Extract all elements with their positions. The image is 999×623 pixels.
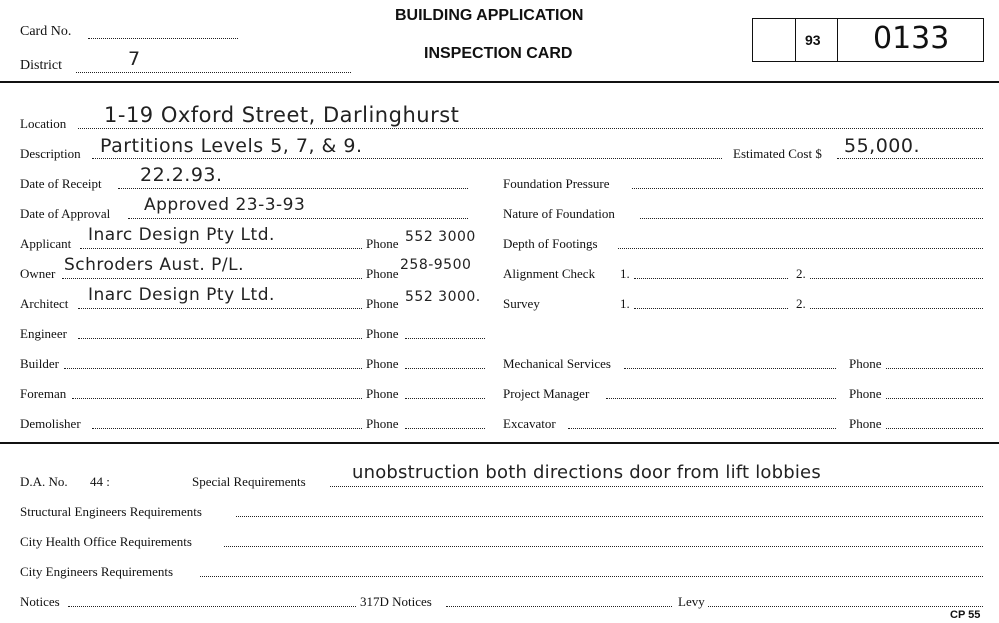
form-code: CP 55	[950, 609, 981, 621]
project-manager-phone-label: Phone	[849, 386, 882, 401]
notices-label: Notices	[20, 594, 60, 609]
foreman-field[interactable]	[72, 398, 362, 399]
builder-phone-field[interactable]	[405, 368, 485, 369]
section-divider	[0, 442, 999, 444]
demolisher-label: Demolisher	[20, 416, 81, 431]
applicant-label: Applicant	[20, 236, 72, 251]
title-line2: INSPECTION CARD	[424, 45, 573, 62]
survey-opt1-field[interactable]	[634, 308, 788, 309]
nature-foundation-label: Nature of Foundation	[503, 206, 615, 221]
card-no-field[interactable]	[88, 38, 238, 39]
survey-opt2-label: 2.	[796, 296, 806, 311]
alignment-opt1-label: 1.	[620, 266, 630, 281]
builder-field[interactable]	[64, 368, 362, 369]
mechanical-phone-field[interactable]	[886, 368, 983, 369]
date-approval-value: Approved 23-3-93	[144, 195, 306, 215]
structural-requirements-field[interactable]	[236, 516, 983, 517]
demolisher-phone-label: Phone	[366, 416, 399, 431]
date-receipt-label: Date of Receipt	[20, 176, 102, 191]
foundation-pressure-label: Foundation Pressure	[503, 176, 610, 191]
location-label: Location	[20, 116, 67, 131]
estimated-cost-label: Estimated Cost $	[733, 146, 822, 161]
depth-footings-label: Depth of Footings	[503, 236, 598, 251]
title-line1: BUILDING APPLICATION	[395, 7, 584, 24]
da-no-label: D.A. No.	[20, 474, 68, 489]
date-approval-field[interactable]	[128, 218, 468, 219]
applicant-value: Inarc Design Pty Ltd.	[88, 225, 275, 245]
da-no-value: 44 :	[90, 474, 110, 489]
mechanical-phone-label: Phone	[849, 356, 882, 371]
header-divider	[0, 81, 999, 83]
owner-phone-value: 258-9500	[400, 257, 472, 273]
estimated-cost-field[interactable]	[837, 158, 983, 159]
demolisher-phone-field[interactable]	[405, 428, 485, 429]
project-manager-label: Project Manager	[503, 386, 590, 401]
demolisher-field[interactable]	[92, 428, 362, 429]
survey-label: Survey	[503, 296, 540, 311]
card-no-label: Card No.	[20, 24, 72, 39]
mechanical-services-label: Mechanical Services	[503, 356, 611, 371]
applicant-phone-label: Phone	[366, 236, 399, 251]
notices-field[interactable]	[68, 606, 356, 607]
district-label: District	[20, 58, 62, 73]
architect-label: Architect	[20, 296, 69, 311]
survey-opt2-field[interactable]	[810, 308, 983, 309]
architect-phone-value: 552 3000.	[405, 289, 481, 305]
survey-opt1-label: 1.	[620, 296, 630, 311]
excavator-phone-field[interactable]	[886, 428, 983, 429]
notices-317d-field[interactable]	[446, 606, 672, 607]
card-number: 0133	[873, 21, 950, 56]
description-field[interactable]	[92, 158, 722, 159]
city-engineers-requirements-label: City Engineers Requirements	[20, 564, 174, 579]
applicant-phone-value: 552 3000	[405, 229, 476, 245]
owner-field[interactable]	[62, 278, 362, 279]
special-requirements-field[interactable]	[330, 486, 983, 487]
special-requirements-value: unobstruction both directions door from lift lobbies	[352, 462, 821, 483]
foreman-phone-label: Phone	[366, 386, 399, 401]
owner-label: Owner	[20, 266, 56, 281]
alignment-opt2-field[interactable]	[810, 278, 983, 279]
description-value: Partitions Levels 5, 7, & 9.	[100, 135, 363, 157]
depth-footings-field[interactable]	[618, 248, 983, 249]
estimated-cost-value: 55,000.	[844, 135, 921, 157]
structural-requirements-label: Structural Engineers Requirements	[20, 504, 202, 519]
district-field[interactable]	[76, 72, 351, 73]
description-label: Description	[20, 146, 81, 161]
mechanical-services-field[interactable]	[624, 368, 836, 369]
date-receipt-value: 22.2.93.	[140, 164, 223, 186]
applicant-field[interactable]	[80, 248, 362, 249]
excavator-phone-label: Phone	[849, 416, 882, 431]
project-manager-field[interactable]	[606, 398, 836, 399]
architect-field[interactable]	[78, 308, 362, 309]
engineer-phone-field[interactable]	[405, 338, 485, 339]
engineer-label: Engineer	[20, 326, 67, 341]
foreman-phone-field[interactable]	[405, 398, 485, 399]
card-number-box	[752, 18, 984, 62]
city-health-requirements-field[interactable]	[224, 546, 983, 547]
owner-phone-label: Phone	[366, 266, 399, 281]
location-field[interactable]	[78, 128, 983, 129]
engineer-field[interactable]	[78, 338, 362, 339]
foreman-label: Foreman	[20, 386, 67, 401]
excavator-field[interactable]	[568, 428, 836, 429]
levy-label: Levy	[678, 594, 705, 609]
nature-foundation-field[interactable]	[640, 218, 983, 219]
location-value: 1-19 Oxford Street, Darlinghurst	[104, 103, 460, 127]
excavator-label: Excavator	[503, 416, 556, 431]
foundation-pressure-field[interactable]	[632, 188, 983, 189]
engineer-phone-label: Phone	[366, 326, 399, 341]
levy-field[interactable]	[708, 606, 983, 607]
date-approval-label: Date of Approval	[20, 206, 111, 221]
alignment-opt1-field[interactable]	[634, 278, 788, 279]
project-manager-phone-field[interactable]	[886, 398, 983, 399]
card-year: 93	[805, 32, 821, 48]
alignment-check-label: Alignment Check	[503, 266, 596, 281]
builder-label: Builder	[20, 356, 59, 371]
date-receipt-field[interactable]	[118, 188, 468, 189]
builder-phone-label: Phone	[366, 356, 399, 371]
owner-value: Schroders Aust. P/L.	[64, 255, 245, 275]
architect-phone-label: Phone	[366, 296, 399, 311]
alignment-opt2-label: 2.	[796, 266, 806, 281]
city-engineers-requirements-field[interactable]	[200, 576, 983, 577]
architect-value: Inarc Design Pty Ltd.	[88, 285, 275, 305]
special-requirements-label: Special Requirements	[192, 474, 306, 489]
district-value: 7	[128, 48, 141, 70]
city-health-requirements-label: City Health Office Requirements	[20, 534, 192, 549]
notices-317d-label: 317D Notices	[360, 594, 432, 609]
